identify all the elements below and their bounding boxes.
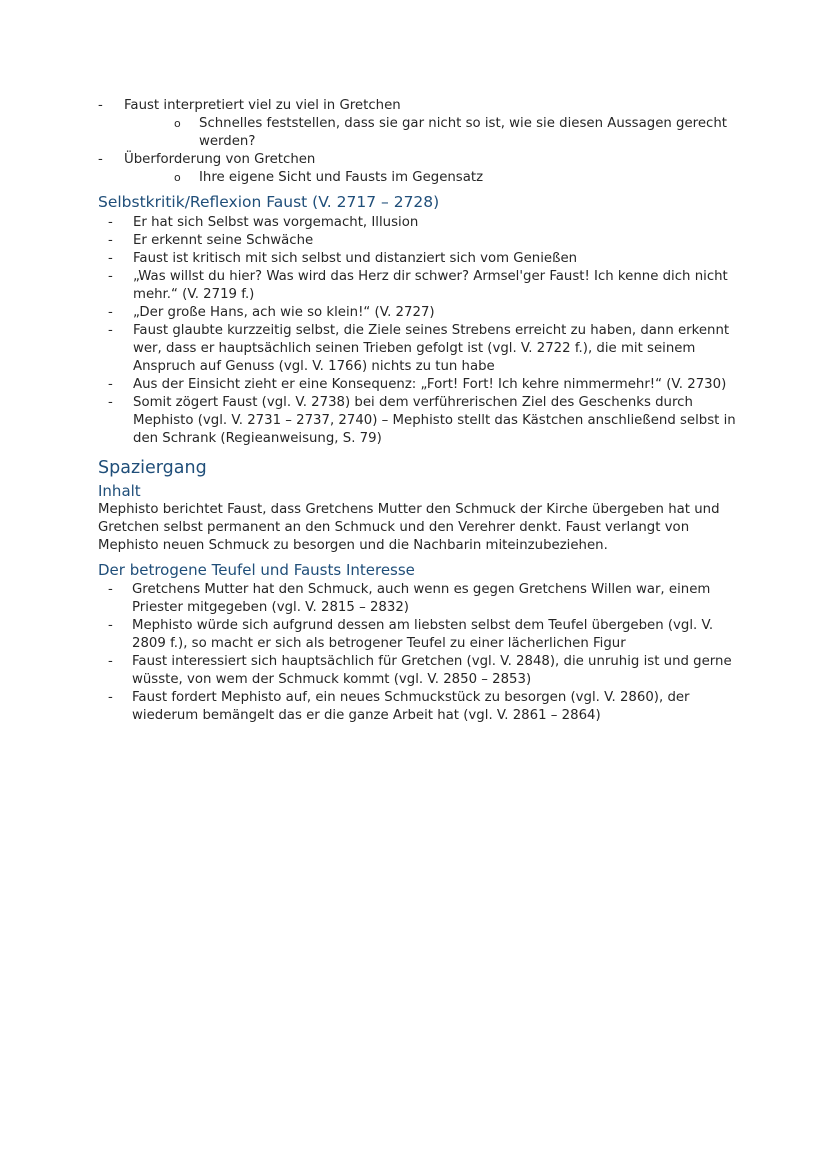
dash-bullet: - [108,582,113,597]
list-item-text: Faust interpretiert viel zu viel in Gretchen [124,98,401,113]
circle-bullet: o [174,117,181,130]
list-item [98,304,738,322]
list-item-text: Überforderung von Gretchen [124,152,316,167]
dash-bullet: - [108,323,113,338]
list-item [98,322,738,376]
dash-bullet: - [108,654,113,669]
section-heading-selbstkritik: Selbstkritik/Reflexion Faust (V. 2717 – 2728) [98,193,440,211]
dash-bullet: - [98,152,103,167]
subheading-inhalt: Inhalt [98,482,141,500]
dash-bullet: - [108,269,113,284]
circle-bullet: o [174,171,181,184]
dash-bullet: - [98,98,103,113]
dash-bullet: - [108,215,113,230]
list-item-text: Faust glaubte kurzzeitig selbst, die Ziele seines Strebens erreicht zu haben, dann erkennt wer, dass er hauptsächlich seinen Trieben gefolgt ist (vgl. V. 2722 f.), die mit seinem Anspruch auf Genuss (vgl. V. 1766) nichts zu tun habe [133,323,730,374]
inhalt-paragraph: Mephisto berichtet Faust, dass Gretchens Mutter den Schmuck der Kirche übergeben hat und Gretchen selbst permanent an den Schmuck und den Verehrer denkt. Faust verlangt von Mephisto neuen Schmuck zu besorgen und die Nachbarin miteinzubeziehen. [98,502,720,553]
dash-bullet: - [108,377,113,392]
sub-list-item-text: Ihre eigene Sicht und Fausts im Gegensatz [199,170,484,185]
page-content [98,97,738,725]
sub-list-item [98,169,738,187]
list-item [98,151,738,169]
dash-bullet: - [108,690,113,705]
dash-bullet: - [108,233,113,248]
list-item [98,394,738,448]
list-item-text: Er hat sich Selbst was vorgemacht, Illusion [133,215,419,230]
list-item-text: Faust interessiert sich hauptsächlich für Gretchen (vgl. V. 2848), die unruhig ist und gerne wüsste, von wem der Schmuck kommt (vgl. V. 2850 – 2853) [132,654,732,687]
list-item-text: „Der große Hans, ach wie so klein!“ (V. 2727) [133,305,435,320]
dash-bullet: - [108,251,113,266]
dash-bullet: - [108,618,113,633]
top-list [98,97,738,187]
list-item [98,250,738,268]
list-item [98,689,738,725]
list-item [98,97,738,115]
list-item-text: Aus der Einsicht zieht er eine Konsequenz: „Fort! Fort! Ich kehre nimmermehr!“ (V. 2730) [133,377,727,392]
list-item [98,617,738,653]
list-item [98,268,738,304]
list-item-text: Gretchens Mutter hat den Schmuck, auch wenn es gegen Gretchens Willen war, einem Priester mitgegeben (vgl. V. 2815 – 2832) [132,582,711,615]
list-item-text: „Was willst du hier? Was wird das Herz dir schwer? Armsel'ger Faust! Ich kenne dich nicht mehr.“ (V. 2719 f.) [133,269,728,302]
list-item [98,376,738,394]
betrogene-teufel-list [98,581,738,725]
list-item-text: Mephisto würde sich aufgrund dessen am liebsten selbst dem Teufel übergeben (vgl. V. 2809 f.), so macht er sich als betrogener Teufel zu einer lächerlichen Figur [132,618,714,651]
list-item [98,232,738,250]
sub-list-item-text: Schnelles feststellen, dass sie gar nicht so ist, wie sie diesen Aussagen gerecht werden? [199,116,727,149]
list-item-text: Faust fordert Mephisto auf, ein neues Schmuckstück zu besorgen (vgl. V. 2860), der wiederum bemängelt das er die ganze Arbeit hat (vgl. V. 2861 – 2864) [132,690,690,723]
sub-list-item [98,115,738,151]
list-item [98,581,738,617]
section-heading-spaziergang: Spaziergang [98,458,207,478]
section-heading-betrogene-teufel: Der betrogene Teufel und Fausts Interesse [98,561,415,579]
list-item-text: Er erkennt seine Schwäche [133,233,314,248]
dash-bullet: - [108,395,113,410]
list-item-text: Faust ist kritisch mit sich selbst und distanziert sich vom Genießen [133,251,578,266]
list-item-text: Somit zögert Faust (vgl. V. 2738) bei dem verführerischen Ziel des Geschenks durch Mephisto (vgl. V. 2731 – 2737, 2740) – Mephisto stellt das Kästchen anschließend selbst in den Schrank (Regieanweisung, S. 79) [133,395,736,446]
dash-bullet: - [108,305,113,320]
list-item [98,653,738,689]
list-item [98,214,738,232]
selbstkritik-list [98,214,738,448]
